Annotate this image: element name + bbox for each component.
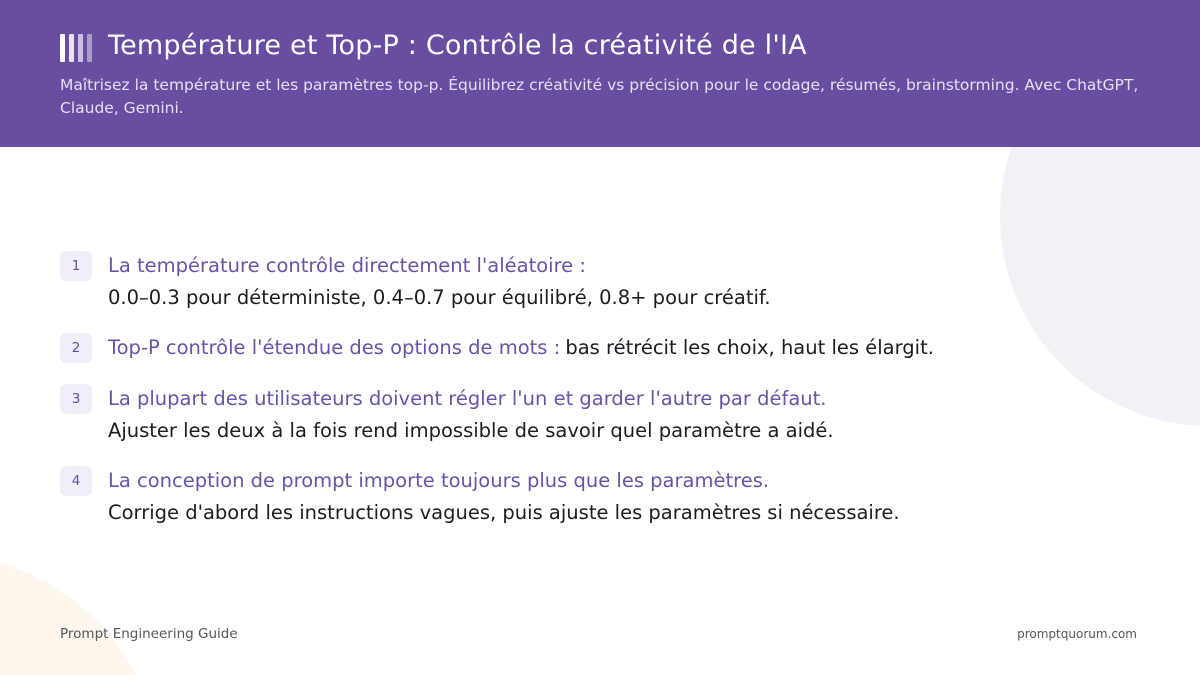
item-body: Ajuster les deux à la fois rend impossible de savoir quel paramètre a aidé. bbox=[108, 419, 834, 442]
item-number-badge: 3 bbox=[60, 384, 92, 414]
header-banner bbox=[0, 0, 1200, 147]
decorative-circle-left bbox=[0, 555, 160, 675]
footer-site-label: promptquorum.com bbox=[1017, 627, 1137, 641]
item-title: La température contrôle directement l'aléatoire : bbox=[108, 254, 586, 277]
item-number-badge: 1 bbox=[60, 251, 92, 281]
item-title: La conception de prompt importe toujours plus que les paramètres. bbox=[108, 469, 770, 492]
list-item bbox=[60, 383, 1080, 447]
page-subtitle: Maîtrisez la température et les paramètres top-p. Équilibrez créativité vs précision pour le codage, résumés, brainstorming. Avec ChatGPT, Claude, Gemini. bbox=[60, 76, 1139, 117]
item-title: La plupart des utilisateurs doivent régler l'un et garder l'autre par défaut. bbox=[108, 387, 827, 410]
item-number-badge: 4 bbox=[60, 466, 92, 496]
item-body: bas rétrécit les choix, haut les élargit. bbox=[565, 336, 934, 359]
footer-guide-label: Prompt Engineering Guide bbox=[60, 626, 238, 642]
item-body: 0.0–0.3 pour déterministe, 0.4–0.7 pour équilibré, 0.8+ pour créatif. bbox=[108, 286, 771, 309]
list-item bbox=[60, 332, 1080, 365]
list-item bbox=[60, 465, 1080, 529]
list-item bbox=[60, 250, 1080, 314]
item-number-badge: 2 bbox=[60, 333, 92, 363]
logo-bars-icon bbox=[60, 34, 94, 62]
item-body: Corrige d'abord les instructions vagues, puis ajuste les paramètres si nécessaire. bbox=[108, 501, 900, 524]
key-points-list bbox=[60, 250, 1080, 547]
page-title: Température et Top-P : Contrôle la créativité de l'IA bbox=[108, 30, 807, 61]
item-title: Top-P contrôle l'étendue des options de mots : bbox=[108, 336, 561, 359]
